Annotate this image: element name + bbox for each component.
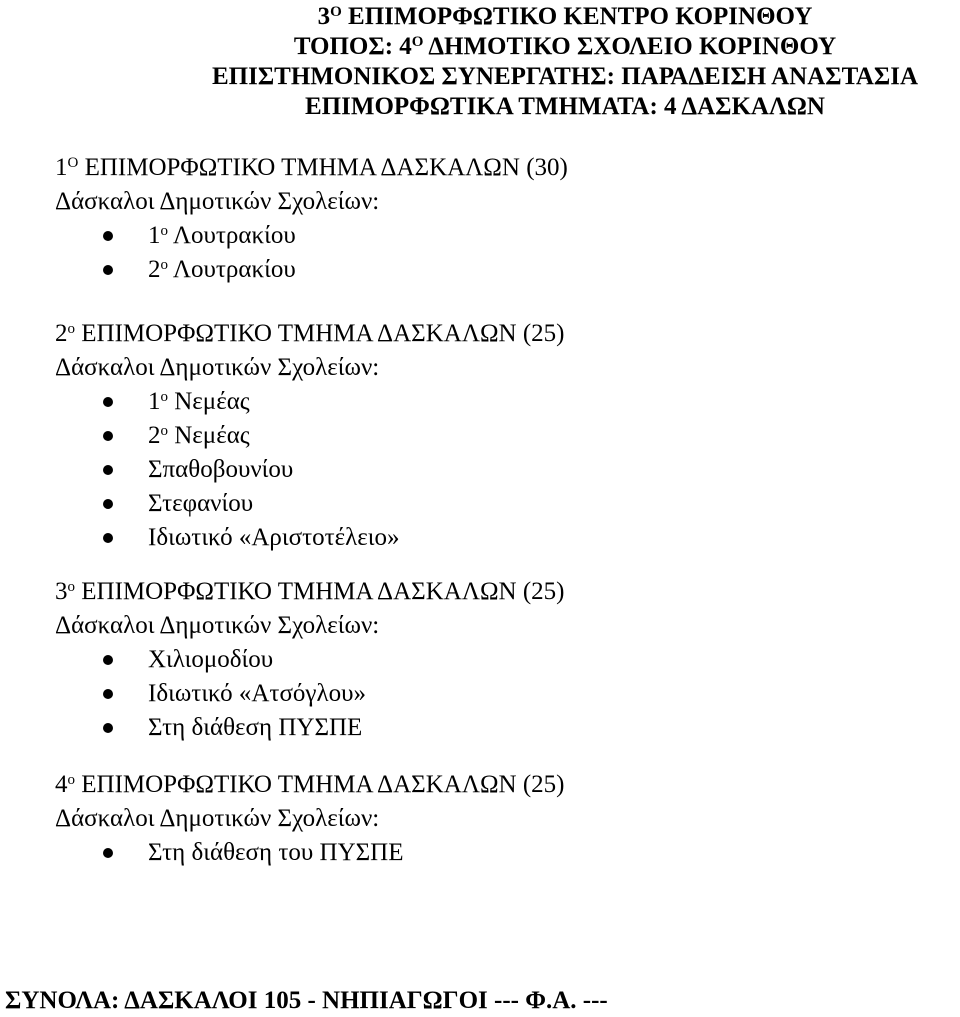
bullet-icon [103,465,113,475]
header-scientific-partner: ΕΠΙΣΤΗΜΟΝΙΚΟΣ ΣΥΝΕΡΓΑΤΗΣ: ΠΑΡΑΔΕΙΣΗ ΑΝΑΣΤΑΣΙΑ [211,63,919,90]
section-title: $3^o$ ΕΠΙΜΟΡΦΩΤΙΚΟ ΤΜΗΜΑ ΔΑΣΚΑΛΩΝ (25) [55,578,565,605]
school-list [55,836,565,870]
list-item: $2^o$ Λουτρακίου [55,253,568,287]
bullet-icon [103,231,113,241]
list-item: $1^o$ Νεμέας [55,385,565,419]
bullet-icon [103,689,113,699]
header-location: ΤΟΠΟΣ: $4^O$ ΔΗΜΟΤΙΚΟ ΣΧΟΛΕΙΟ ΚΟΡΙΝΘΟΥ [293,33,837,60]
school-list [55,643,565,745]
school-list [55,385,565,555]
list-item: Ιδιωτικό «Αριστοτέλειο» [55,521,565,555]
training-section-1 [55,151,568,287]
list-item: $1^o$ Λουτρακίου [55,219,568,253]
list-item: Στη διάθεση ΠΥΣΠΕ [55,711,565,745]
bullet-icon [103,499,113,509]
header-training-groups: ΕΠΙΜΟΡΦΩΤΙΚΑ ΤΜΗΜΑΤΑ: 4 ΔΑΣΚΑΛΩΝ [305,93,825,120]
bullet-icon [103,533,113,543]
training-section-4 [55,768,565,870]
list-item: Ιδιωτικό «Ατσόγλου» [55,677,565,711]
document-header [0,2,960,122]
bullet-icon [103,265,113,275]
totals-footer: ΣΥΝΟΛΑ: ΔΑΣΚΑΛΟΙ 105 - ΝΗΠΙΑΓΩΓΟΙ --- Φ.Α. --- [5,987,608,1014]
training-section-2 [55,317,565,555]
list-item: Χιλιομοδίου [55,643,565,677]
list-item: Σπαθοβουνίου [55,453,565,487]
bullet-icon [103,655,113,665]
school-list [55,219,568,287]
list-item: $2^o$ Νεμέας [55,419,565,453]
list-item: Στεφανίου [55,487,565,521]
list-item: Στη διάθεση του ΠΥΣΠΕ [55,836,565,870]
bullet-icon [103,431,113,441]
training-section-3 [55,575,565,745]
bullet-icon [103,397,113,407]
section-subtitle: Δάσκαλοι Δημοτικών Σχολείων: [55,188,380,215]
header-center-title: $3^O$ ΕΠΙΜΟΡΦΩΤΙΚΟ ΚΕΝΤΡΟ ΚΟΡΙΝΘΟΥ [317,3,813,30]
section-title: $2^o$ ΕΠΙΜΟΡΦΩΤΙΚΟ ΤΜΗΜΑ ΔΑΣΚΑΛΩΝ (25) [55,320,565,347]
bullet-icon [103,848,113,858]
section-title: $1^O$ ΕΠΙΜΟΡΦΩΤΙΚΟ ΤΜΗΜΑ ΔΑΣΚΑΛΩΝ (30) [55,154,568,181]
section-title: $4^o$ ΕΠΙΜΟΡΦΩΤΙΚΟ ΤΜΗΜΑ ΔΑΣΚΑΛΩΝ (25) [55,771,565,798]
section-subtitle: Δάσκαλοι Δημοτικών Σχολείων: [55,354,380,381]
section-subtitle: Δάσκαλοι Δημοτικών Σχολείων: [55,612,380,639]
bullet-icon [103,723,113,733]
section-subtitle: Δάσκαλοι Δημοτικών Σχολείων: [55,805,380,832]
